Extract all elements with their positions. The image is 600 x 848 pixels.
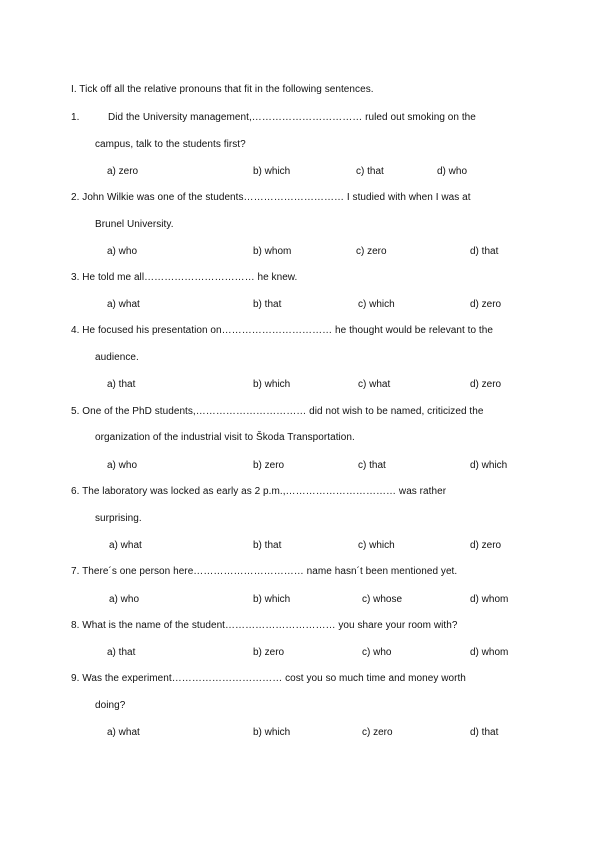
question-2-option-b[interactable]: b) whom (253, 246, 292, 257)
question-7-option-b[interactable]: b) which (253, 594, 291, 605)
question-5-text-cont: organization of the industrial visit to Škoda Transportation. (95, 432, 355, 443)
question-7-option-d[interactable]: d) whom (470, 594, 509, 605)
question-7-text: 7. There´s one person here…………………………… name hasn´t been mentioned yet. (71, 566, 458, 577)
question-8-option-b[interactable]: b) zero (253, 647, 285, 658)
question-9-text-cont: doing? (95, 700, 126, 711)
question-8-option-c[interactable]: c) who (362, 647, 392, 658)
question-1-option-d[interactable]: d) who (437, 166, 468, 177)
question-1-option-a[interactable]: a) zero (107, 166, 139, 177)
question-6-option-b[interactable]: b) that (253, 540, 282, 551)
question-9-text: 9. Was the experiment…………………………… cost you so much time and money worth (71, 673, 466, 684)
question-4-text-cont: audience. (95, 352, 139, 363)
question-2-option-a[interactable]: a) who (107, 246, 138, 257)
question-1-text-cont: campus, talk to the students first? (95, 139, 246, 150)
question-5-option-b[interactable]: b) zero (253, 460, 285, 471)
question-9-option-c[interactable]: c) zero (362, 727, 393, 738)
question-3-option-a[interactable]: a) what (107, 299, 140, 310)
question-6-option-c[interactable]: c) which (358, 540, 395, 551)
question-1-number: 1. (71, 112, 80, 123)
question-6-text: 6. The laboratory was locked as early as 2 p.m.,…………………………… was rather (71, 486, 447, 497)
question-1-option-b[interactable]: b) which (253, 166, 291, 177)
instruction-heading: I. Tick off all the relative pronouns that fit in the following sentences. (71, 84, 374, 95)
question-8-option-a[interactable]: a) that (107, 647, 136, 658)
question-6-option-d[interactable]: d) zero (470, 540, 502, 551)
question-5-option-d[interactable]: d) which (470, 460, 508, 471)
question-2-text-cont: Brunel University. (95, 219, 174, 230)
question-4-option-d[interactable]: d) zero (470, 379, 502, 390)
question-9-option-d[interactable]: d) that (470, 727, 499, 738)
question-7-option-c[interactable]: c) whose (362, 594, 403, 605)
question-6-option-a[interactable]: a) what (109, 540, 142, 551)
question-5-option-c[interactable]: c) that (358, 460, 386, 471)
question-4-option-a[interactable]: a) that (107, 379, 136, 390)
question-4-text: 4. He focused his presentation on…………………………… he thought would be relevant to the (71, 325, 493, 336)
question-3-option-d[interactable]: d) zero (470, 299, 502, 310)
question-1-text: Did the University management,…………………………… ruled out smoking on the (108, 112, 476, 123)
question-5-option-a[interactable]: a) who (107, 460, 138, 471)
question-6-text-cont: surprising. (95, 513, 142, 524)
question-4-option-c[interactable]: c) what (358, 379, 391, 390)
question-2-option-d[interactable]: d) that (470, 246, 499, 257)
question-9-option-b[interactable]: b) which (253, 727, 291, 738)
question-7-option-a[interactable]: a) who (109, 594, 140, 605)
question-3-option-b[interactable]: b) that (253, 299, 282, 310)
question-9-option-a[interactable]: a) what (107, 727, 140, 738)
question-2-option-c[interactable]: c) zero (356, 246, 387, 257)
question-8-text: 8. What is the name of the student…………………………… you share your room with? (71, 620, 458, 631)
question-2-text: 2. John Wilkie was one of the students………………………… I studied with when I was at (71, 192, 471, 203)
question-4-option-b[interactable]: b) which (253, 379, 291, 390)
question-3-text: 3. He told me all…………………………… he knew. (71, 272, 298, 283)
question-1-option-c[interactable]: c) that (356, 166, 384, 177)
question-5-text: 5. One of the PhD students,…………………………… did not wish to be named, criticized the (71, 406, 484, 417)
question-8-option-d[interactable]: d) whom (470, 647, 509, 658)
question-3-option-c[interactable]: c) which (358, 299, 395, 310)
